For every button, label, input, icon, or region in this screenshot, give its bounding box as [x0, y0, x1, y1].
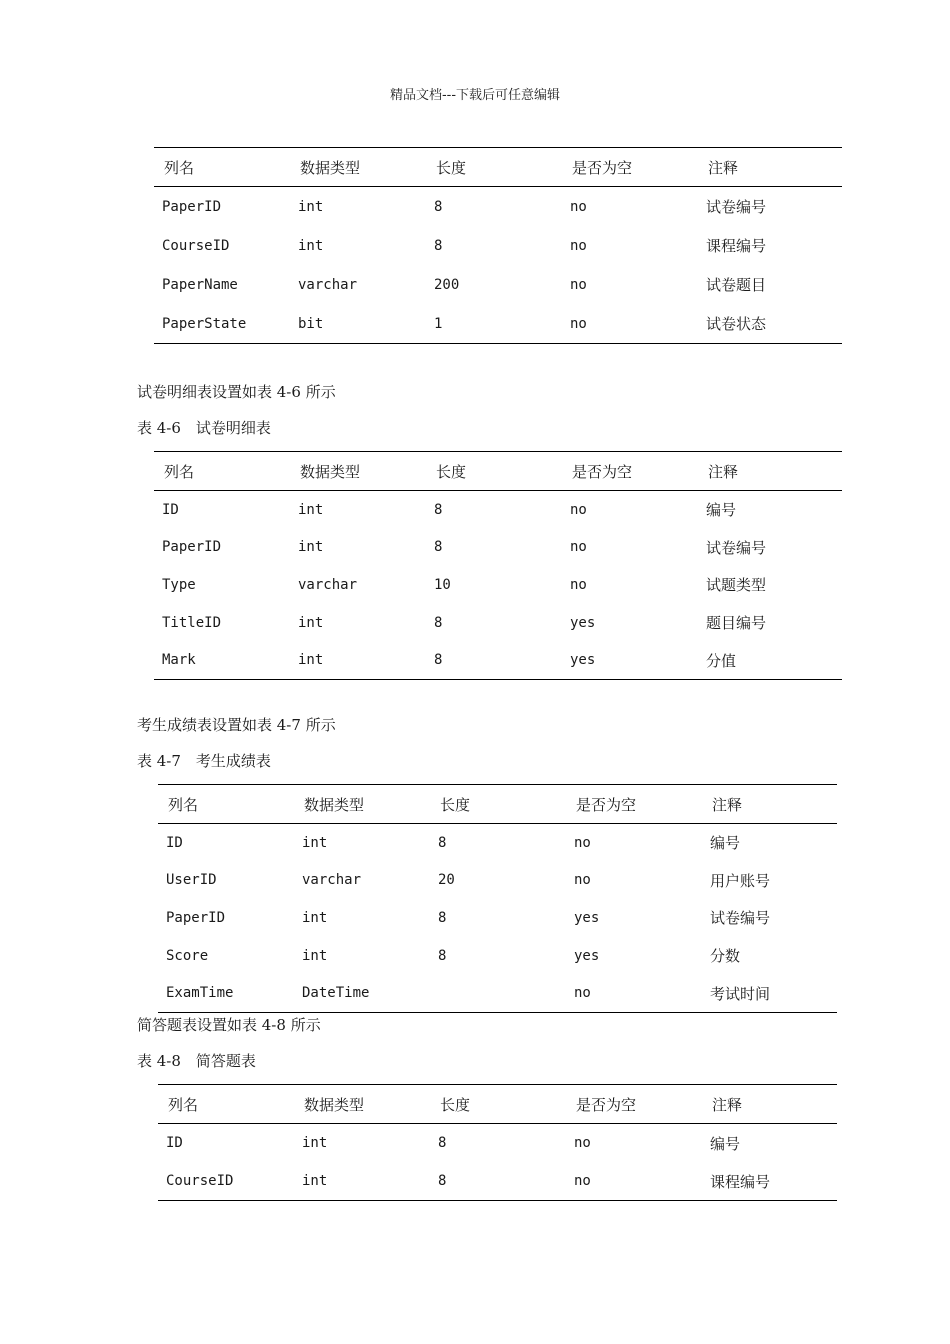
cell-nullable: no: [570, 276, 587, 293]
section-intro: 试卷明细表设置如表 4-6 所示: [137, 383, 336, 401]
cell-comment: 分数: [710, 947, 741, 966]
paper-table: [154, 147, 842, 344]
cell-comment: 试卷编号: [706, 198, 767, 216]
cell-comment: 用户账号: [710, 871, 771, 890]
cell-data-type: DateTime: [294, 974, 430, 1012]
column-header-type: 数据类型: [290, 452, 426, 491]
table-row: [154, 604, 842, 642]
cell-length: 8: [434, 501, 443, 518]
cell-data-type: varchar: [298, 576, 358, 593]
cell-length: 8: [438, 909, 447, 926]
cell-comment: 试卷编号: [706, 538, 767, 557]
column-header-type: 数据类型: [294, 785, 430, 824]
cell-column-name: CourseID: [162, 237, 230, 254]
column-header-length: 长度: [430, 785, 566, 824]
cell-comment: 分值: [698, 641, 842, 679]
cell-data-type: int: [298, 198, 324, 215]
column-header-name: 列名: [154, 148, 290, 187]
cell-comment: 课程编号: [702, 1162, 837, 1201]
table-row: [158, 862, 837, 900]
cell-length: 8: [438, 834, 447, 851]
column-header-name: 列名: [158, 785, 294, 824]
table-row: [158, 937, 837, 975]
table-header-row: [158, 785, 837, 824]
cell-comment: 试卷题目: [706, 276, 767, 294]
column-header-type: 数据类型: [290, 148, 426, 187]
cell-nullable: yes: [570, 614, 596, 631]
cell-data-type: int: [294, 1162, 430, 1201]
cell-column-name: Score: [166, 947, 209, 964]
table-row: [158, 899, 837, 937]
cell-comment: 试卷状态: [698, 304, 842, 344]
table-row: [154, 265, 842, 304]
cell-nullable: yes: [574, 909, 600, 926]
column-header-length: 长度: [426, 148, 562, 187]
cell-comment: 编号: [710, 1134, 741, 1153]
cell-data-type: bit: [290, 304, 426, 344]
table-row: [154, 641, 842, 679]
column-header-comment: 注释: [702, 785, 837, 824]
cell-data-type: int: [302, 1135, 328, 1151]
cell-nullable: no: [574, 834, 591, 851]
cell-length: 200: [434, 276, 460, 293]
cell-data-type: varchar: [302, 872, 362, 889]
cell-data-type: int: [302, 947, 328, 964]
cell-column-name: ExamTime: [158, 974, 294, 1012]
cell-column-name: PaperID: [162, 539, 222, 556]
table-row: [158, 974, 837, 1012]
cell-comment: 编号: [706, 501, 737, 520]
cell-comment: 试卷编号: [710, 909, 771, 928]
table-caption: 表 4-6 试卷明细表: [137, 419, 271, 437]
column-header-comment: 注释: [698, 148, 842, 187]
column-header-nullable: 是否为空: [562, 452, 698, 491]
cell-column-name: TitleID: [162, 614, 222, 631]
cell-column-name: ID: [162, 501, 179, 518]
cell-length: 1: [426, 304, 562, 344]
table-row: [154, 226, 842, 265]
cell-comment: 考试时间: [702, 974, 837, 1012]
cell-column-name: PaperID: [162, 198, 222, 215]
table-caption: 表 4-7 考生成绩表: [137, 752, 271, 770]
cell-data-type: int: [298, 614, 324, 631]
cell-length: [430, 974, 566, 1012]
cell-length: 10: [434, 576, 451, 593]
score-table: [158, 784, 837, 1013]
table-row: [158, 824, 837, 862]
cell-length: 20: [438, 872, 455, 889]
table-caption: 表 4-8 简答题表: [137, 1052, 256, 1070]
cell-length: 8: [434, 237, 443, 254]
column-header-comment: 注释: [702, 1085, 837, 1124]
cell-nullable: no: [570, 539, 587, 556]
column-header-length: 长度: [430, 1085, 566, 1124]
cell-comment: 题目编号: [706, 614, 767, 633]
column-header-comment: 注释: [698, 452, 842, 491]
table-row: [154, 304, 842, 344]
cell-nullable: no: [570, 198, 587, 215]
cell-nullable: no: [574, 1135, 591, 1151]
cell-comment: 编号: [710, 834, 741, 853]
cell-nullable: no: [570, 501, 587, 518]
column-header-nullable: 是否为空: [566, 1085, 702, 1124]
cell-length: 8: [434, 539, 443, 556]
cell-length: 8: [430, 1162, 566, 1201]
cell-comment: 试题类型: [706, 576, 767, 595]
cell-nullable: no: [574, 872, 591, 889]
cell-comment: 课程编号: [706, 237, 767, 255]
table-header-row: [154, 148, 842, 187]
cell-nullable: no: [566, 1162, 702, 1201]
cell-length: 8: [438, 1135, 447, 1151]
cell-nullable: no: [570, 237, 587, 254]
cell-nullable: no: [562, 304, 698, 344]
table-row: [154, 187, 842, 227]
cell-length: 8: [426, 641, 562, 679]
column-header-nullable: 是否为空: [566, 785, 702, 824]
cell-nullable: yes: [562, 641, 698, 679]
short-answer-table: [158, 1084, 837, 1201]
cell-column-name: Mark: [154, 641, 290, 679]
column-header-name: 列名: [158, 1085, 294, 1124]
cell-column-name: PaperName: [162, 276, 238, 293]
cell-data-type: int: [290, 641, 426, 679]
cell-nullable: yes: [574, 947, 600, 964]
cell-column-name: PaperState: [154, 304, 290, 344]
column-header-type: 数据类型: [294, 1085, 430, 1124]
cell-data-type: varchar: [298, 276, 358, 293]
cell-data-type: int: [298, 501, 324, 518]
cell-nullable: no: [570, 576, 587, 593]
section-intro: 简答题表设置如表 4-8 所示: [137, 1016, 321, 1034]
table-row: [158, 1162, 837, 1201]
column-header-name: 列名: [154, 452, 290, 491]
table-header-row: [154, 452, 842, 491]
cell-length: 8: [434, 198, 443, 215]
column-header-length: 长度: [426, 452, 562, 491]
cell-length: 8: [438, 947, 447, 964]
column-header-nullable: 是否为空: [562, 148, 698, 187]
cell-data-type: int: [298, 539, 324, 556]
table-row: [154, 491, 842, 529]
cell-column-name: PaperID: [166, 909, 226, 926]
table-header-row: [158, 1085, 837, 1124]
table-row: [154, 566, 842, 604]
cell-column-name: Type: [162, 576, 196, 593]
cell-column-name: CourseID: [158, 1162, 294, 1201]
paper-detail-table: [154, 451, 842, 680]
cell-data-type: int: [302, 834, 328, 851]
cell-length: 8: [434, 614, 443, 631]
cell-data-type: int: [298, 237, 324, 254]
section-intro: 考生成绩表设置如表 4-7 所示: [137, 716, 336, 734]
cell-data-type: int: [302, 909, 328, 926]
table-row: [154, 529, 842, 567]
cell-nullable: no: [566, 974, 702, 1012]
cell-column-name: ID: [166, 834, 183, 851]
cell-column-name: UserID: [166, 872, 217, 889]
table-row: [158, 1124, 837, 1163]
cell-column-name: ID: [166, 1135, 183, 1151]
page-header: 精品文档---下载后可任意编辑: [389, 88, 561, 103]
